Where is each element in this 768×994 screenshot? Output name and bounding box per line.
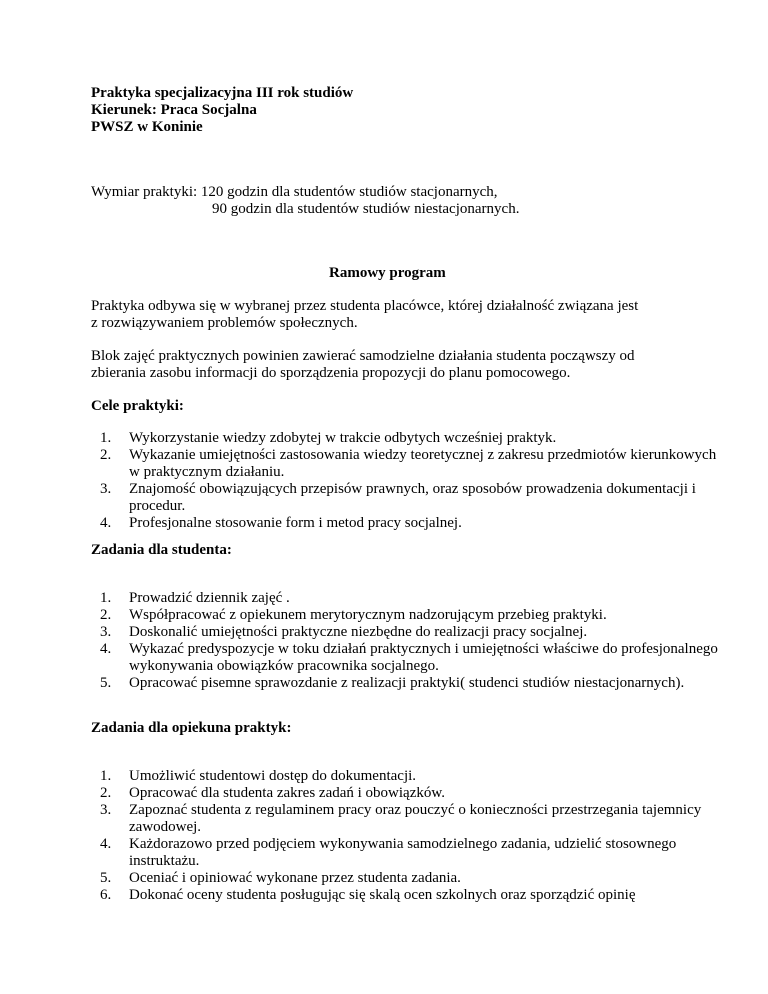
list-text: Prowadzić dziennik zajęć . [129,590,290,606]
list-item [91,887,721,904]
list-number: 3. [100,481,112,497]
list-number: 2. [100,607,112,623]
list-item [91,641,721,675]
list-number: 3. [100,624,112,640]
list-item [91,675,721,692]
list-number: 4. [100,836,112,852]
list-number: 5. [100,675,112,691]
list-item [91,870,721,887]
intro-paragraph-1-line-2: z rozwiązywaniem problemów społecznych. [91,315,358,331]
list-item [91,624,721,641]
intro-paragraph-2-line-2: zbierania zasobu informacji do sporządzenia propozycji do planu pomocowego. [91,365,571,381]
wymiar-line-2: 90 godzin dla studentów studiów niestacjonarnych. [212,201,520,217]
program-title: Ramowy program [329,265,446,281]
list-number: 5. [100,870,112,886]
list-number: 4. [100,641,112,657]
list-text: Opracować pisemne sprawozdanie z realizacji praktyki( studenci studiów niestacjonarnych). [129,675,685,691]
list-text: Wykorzystanie wiedzy zdobytej w trakcie odbytych wcześniej praktyk. [129,430,557,446]
list-item [91,802,721,836]
list-item [91,768,721,785]
list-number: 6. [100,887,112,903]
list-number: 3. [100,802,112,818]
list-number: 2. [100,447,112,463]
list-text: Znajomość obowiązujących przepisów prawnych, oraz sposobów prowadzenia dokumentacji i procedur. [129,481,696,514]
intro-paragraph-2-line-1: Blok zajęć praktycznych powinien zawierać samodzielne działania studenta począwszy od [91,348,635,364]
intro-paragraph-1-line-1: Praktyka odbywa się w wybranej przez studenta placówce, której działalność związana jest [91,298,639,314]
header-line-1: Praktyka specjalizacyjna III rok studiów [91,85,354,101]
list-text: Wykazać predyspozycje w toku działań praktycznych i umiejętności właściwe do profesjonalnego wykonywania obowiązków pracownika socjalnego. [129,641,718,674]
list-number: 2. [100,785,112,801]
student-tasks-list [91,590,721,692]
list-number: 4. [100,515,112,531]
header-line-3: PWSZ w Koninie [91,119,203,135]
list-item [91,836,721,870]
list-item [91,430,721,447]
list-text: Oceniać i opiniować wykonane przez studenta zadania. [129,870,461,886]
list-item [91,447,721,481]
list-number: 1. [100,430,112,446]
header-line-2: Kierunek: Praca Socjalna [91,102,257,118]
list-text: Zapoznać studenta z regulaminem pracy oraz pouczyć o konieczności przestrzegania tajemnicy zawodowej. [129,802,702,835]
cele-heading: Cele praktyki: [91,398,184,414]
list-text: Doskonalić umiejętności praktyczne niezbędne do realizacji pracy socjalnej. [129,624,588,640]
list-text: Umożliwić studentowi dostęp do dokumentacji. [129,768,417,784]
list-text: Każdorazowo przed podjęciem wykonywania samodzielnego zadania, udzielić stosownego instruktażu. [129,836,677,869]
list-item [91,785,721,802]
list-item [91,481,721,515]
list-text: Opracować dla studenta zakres zadań i obowiązków. [129,785,445,801]
list-text: Dokonać oceny studenta posługując się skalą ocen szkolnych oraz sporządzić opinię [129,887,636,903]
opiekun-heading: Zadania dla opiekuna praktyk: [91,720,292,736]
list-text: Profesjonalne stosowanie form i metod pracy socjalnej. [129,515,462,531]
list-item [91,607,721,624]
cele-list [91,430,721,532]
list-item [91,590,721,607]
list-item [91,515,721,532]
list-text: Wykazanie umiejętności zastosowania wiedzy teoretycznej z zakresu przedmiotów kierunkowych w praktycznym działaniu. [129,447,717,480]
list-number: 1. [100,768,112,784]
list-text: Współpracować z opiekunem merytorycznym nadzorującym przebieg praktyki. [129,607,607,623]
opiekun-tasks-list [91,768,721,904]
list-number: 1. [100,590,112,606]
student-heading: Zadania dla studenta: [91,542,232,558]
wymiar-line-1: Wymiar praktyki: 120 godzin dla studentów studiów stacjonarnych, [91,184,498,200]
